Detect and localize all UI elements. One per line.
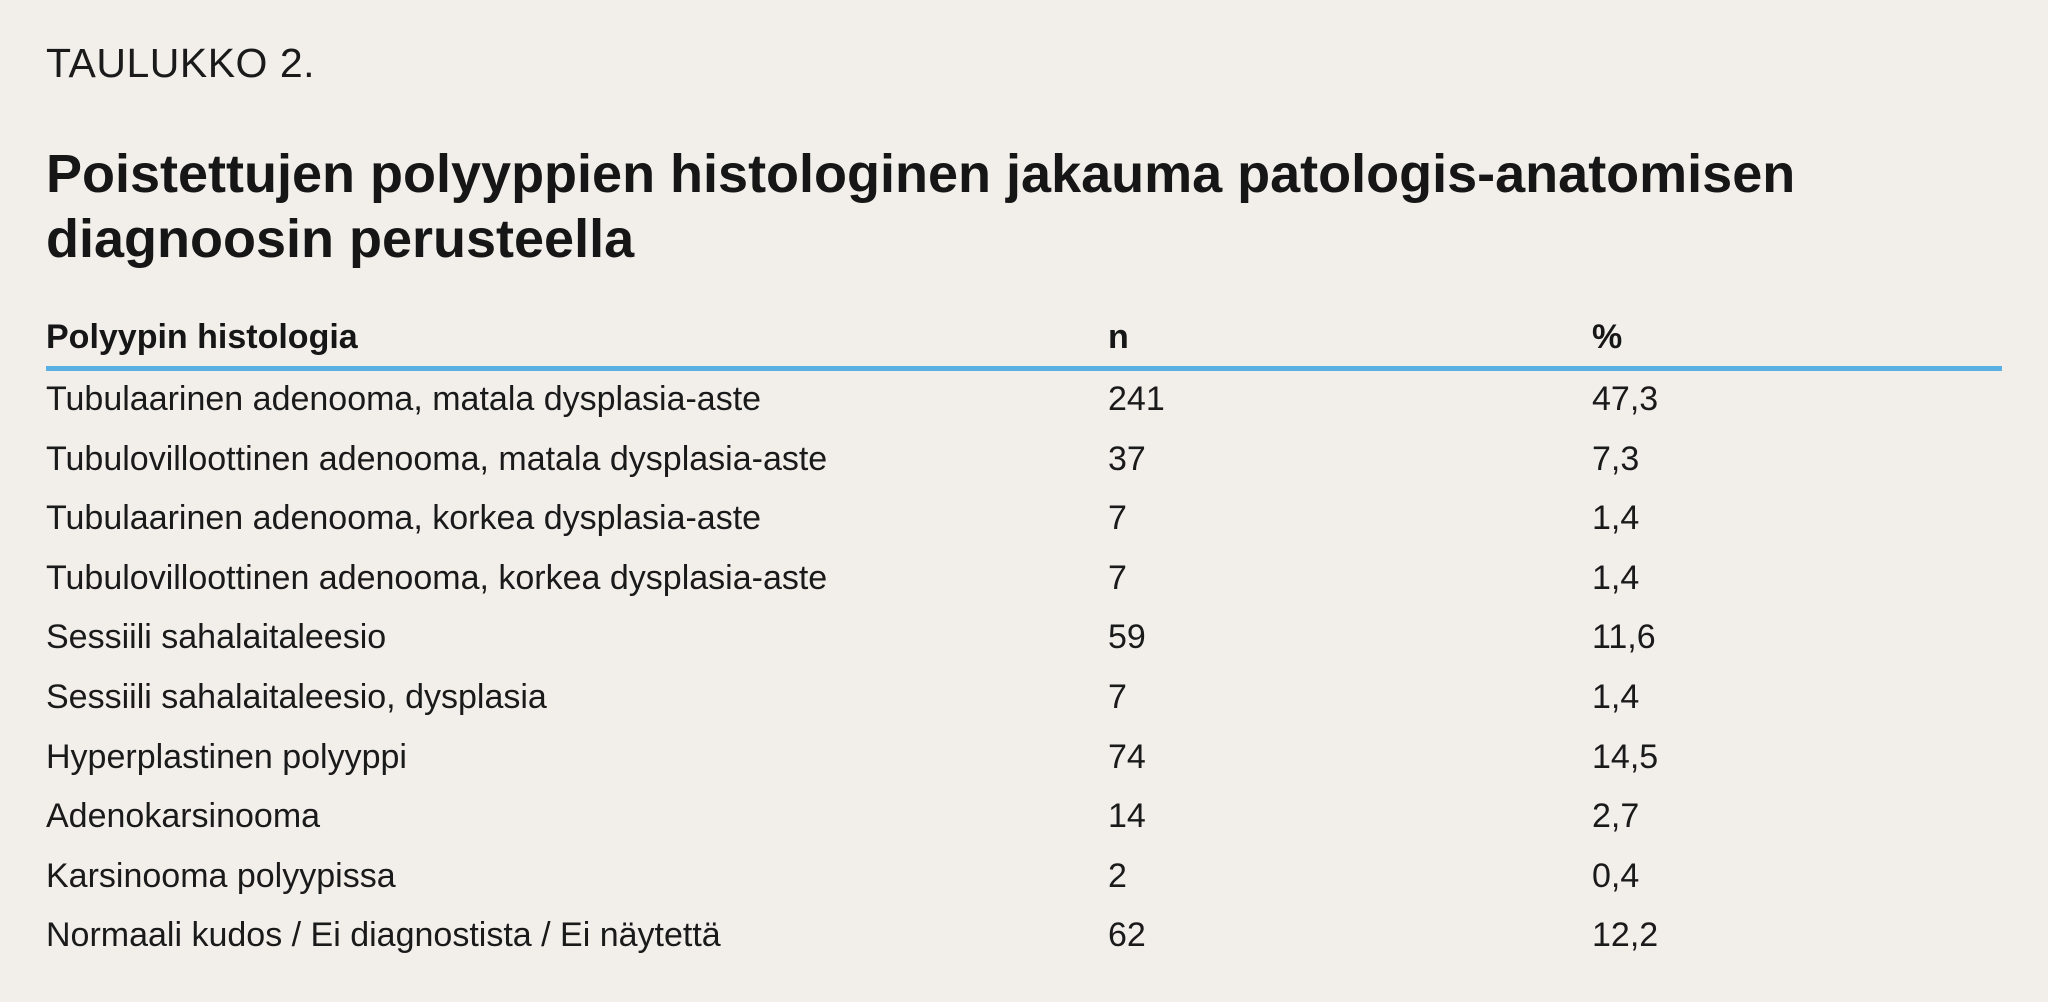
column-header-histology: Polyypin histologia	[46, 318, 358, 356]
percent-cell: 1,4	[1592, 677, 1640, 716]
histology-cell: Karsinooma polyypissa	[46, 856, 396, 895]
count-cell: 7	[1108, 677, 1127, 716]
table-row	[46, 490, 2002, 550]
table-row	[46, 788, 2002, 848]
histology-cell: Sessiili sahalaitaleesio, dysplasia	[46, 677, 547, 716]
table-row	[46, 431, 2002, 491]
count-cell: 241	[1108, 380, 1165, 418]
table-row	[46, 848, 2002, 908]
count-cell: 37	[1108, 439, 1146, 478]
column-header-n: n	[1108, 318, 1129, 356]
table-row	[46, 371, 2002, 431]
column-header-percent: %	[1592, 318, 1623, 356]
histology-cell: Normaali kudos / Ei diagnostista / Ei näytettä	[46, 916, 721, 955]
table-row	[46, 907, 2002, 967]
percent-cell: 12,2	[1592, 916, 1659, 955]
count-cell: 14	[1108, 797, 1146, 836]
table-row	[46, 609, 2002, 669]
count-cell: 59	[1108, 618, 1146, 657]
percent-cell: 11,6	[1592, 618, 1656, 657]
histology-cell: Tubulaarinen adenooma, matala dysplasia-aste	[46, 380, 762, 418]
histology-cell: Sessiili sahalaitaleesio	[46, 618, 387, 657]
percent-cell: 1,4	[1592, 499, 1640, 538]
histology-cell: Tubulaarinen adenooma, korkea dysplasia-aste	[46, 499, 762, 538]
table-title: Poistettujen polyyppien histologinen jakauma patologis-anatomisen diagnoosin perusteella	[46, 144, 1796, 269]
count-cell: 62	[1108, 916, 1146, 955]
table-row	[46, 550, 2002, 610]
histology-cell: Tubulovilloottinen adenooma, korkea dysplasia-aste	[46, 558, 828, 597]
histology-cell: Hyperplastinen polyyppi	[46, 737, 407, 776]
table-row	[46, 669, 2002, 729]
percent-cell: 2,7	[1592, 797, 1640, 836]
count-cell: 7	[1108, 558, 1127, 597]
percent-cell: 7,3	[1592, 439, 1640, 478]
histology-table	[46, 316, 2002, 967]
histology-cell: Tubulovilloottinen adenooma, matala dysplasia-aste	[46, 439, 828, 478]
table-row	[46, 729, 2002, 789]
table-number-label: TAULUKKO 2.	[46, 40, 316, 86]
table-header-row	[46, 316, 2002, 371]
count-cell: 74	[1108, 737, 1146, 776]
histology-cell: Adenokarsinooma	[46, 797, 321, 836]
count-cell: 7	[1108, 499, 1127, 538]
count-cell: 2	[1108, 856, 1127, 895]
percent-cell: 1,4	[1592, 558, 1640, 597]
percent-cell: 14,5	[1592, 737, 1659, 776]
percent-cell: 47,3	[1592, 380, 1659, 418]
percent-cell: 0,4	[1592, 856, 1640, 895]
